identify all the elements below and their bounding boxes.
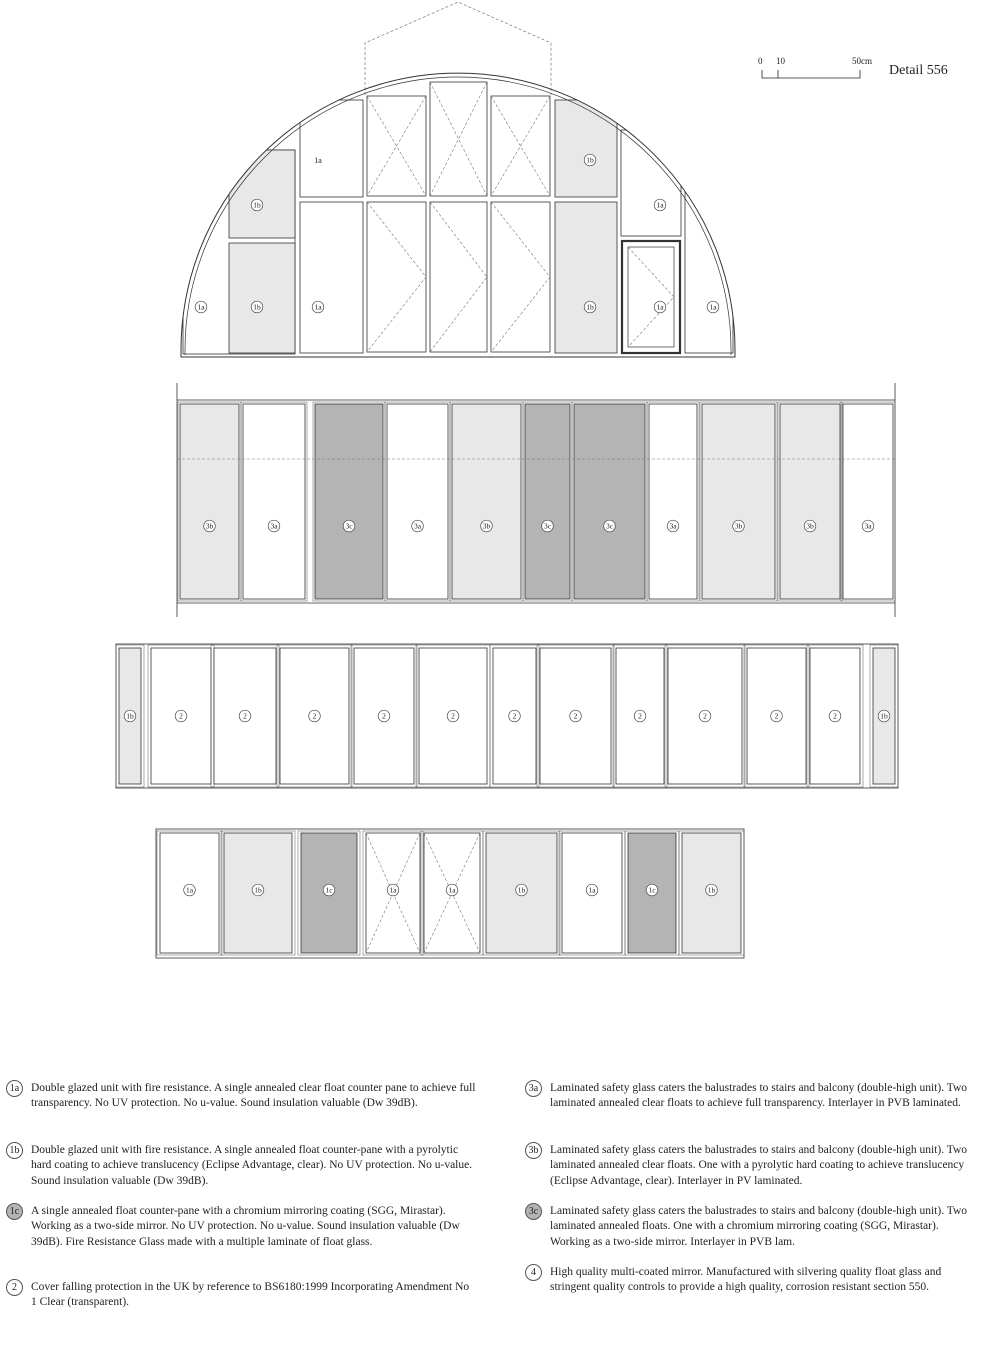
pane-label: 1a bbox=[709, 302, 717, 312]
arch-pane bbox=[229, 243, 295, 353]
pane-label: 2 bbox=[638, 711, 642, 721]
pane-glass bbox=[180, 404, 239, 599]
balustrade-pane bbox=[313, 402, 385, 601]
band-pane bbox=[116, 645, 144, 787]
legend-description: A single annealed float counter-pane with a chromium mirroring coating (SGG, Mirastar). Working as a two-side mirror. No UV protection. No u-value. Sound insulation valuable (Dw 39dB). Fire Resistance Glass made with a multiple laminate of float glass. bbox=[31, 1205, 460, 1248]
pane-label: 2 bbox=[512, 711, 517, 721]
pane-label: 1a bbox=[197, 302, 205, 312]
legend-item-2 bbox=[6, 1280, 476, 1311]
legend-description: Laminated safety glass caters the balustrades to stairs and balcony (double-high unit). Two laminated annealed clear floats. One with a pyrolytic hard coating to achieve translucency (Eclipse Advantage, clear). Interlayer in PV laminated. bbox=[550, 1144, 968, 1187]
pane-glass bbox=[685, 130, 733, 353]
pane-label: 1a bbox=[314, 302, 322, 312]
legend-description: High quality multi-coated mirror. Manufactured with silvering quality float glass and stringent quality controls to provide a high quality, corrosion resistant section 550. bbox=[550, 1266, 942, 1294]
scale-label-0: 0 bbox=[758, 56, 763, 66]
band-pane bbox=[277, 645, 352, 787]
band-pane bbox=[613, 645, 667, 787]
legend-item-3a bbox=[525, 1081, 980, 1112]
lower-pane bbox=[679, 831, 744, 955]
pane-glass bbox=[315, 404, 383, 599]
scale-label-10: 10 bbox=[776, 56, 785, 66]
band-pane bbox=[665, 645, 745, 787]
pane-glass bbox=[300, 100, 363, 197]
legend-item-3b bbox=[525, 1143, 980, 1189]
pane-glass bbox=[525, 404, 570, 599]
pane-label: 3c bbox=[345, 521, 353, 531]
arch-elevation bbox=[181, 2, 735, 357]
lower-pane bbox=[363, 831, 423, 955]
pane-label: 3a bbox=[669, 521, 677, 531]
arch-pane bbox=[555, 202, 617, 353]
pane-glass bbox=[574, 404, 645, 599]
legend-item-4 bbox=[525, 1265, 980, 1296]
lower-elevation bbox=[156, 829, 744, 958]
scale-bar bbox=[758, 56, 872, 78]
legend-code-badge: 3c bbox=[525, 1203, 542, 1220]
pane-label: 3b bbox=[482, 521, 491, 531]
legend-description: Double glazed unit with fire resistance. A single annealed clear float counter pane to achieve full transparency. No UV protection. No u-value. Sound insulation valuable (Dw 39dB). bbox=[31, 1082, 476, 1110]
pane-label: 3a bbox=[413, 521, 422, 531]
pane-glass bbox=[452, 404, 521, 599]
band-elevation bbox=[116, 644, 898, 788]
pane-label: 1b bbox=[707, 885, 716, 895]
detail-title: Detail 556 bbox=[889, 63, 948, 78]
pane-label: 2 bbox=[179, 711, 183, 721]
pane-label: 3a bbox=[864, 521, 872, 531]
pane-label: 1b bbox=[880, 711, 888, 721]
lower-pane bbox=[298, 831, 360, 955]
pane-label: 1a bbox=[656, 302, 664, 312]
lower-pane bbox=[625, 831, 679, 955]
pane-label: 1b bbox=[586, 302, 594, 312]
legend-item-1a bbox=[6, 1081, 476, 1112]
pane-label: 2 bbox=[703, 711, 707, 721]
legend-code-badge: 1a bbox=[6, 1080, 23, 1097]
band-pane bbox=[211, 645, 279, 787]
legend-code-badge: 2 bbox=[6, 1279, 23, 1296]
arch-central-light bbox=[367, 202, 426, 352]
arch-pane bbox=[555, 100, 617, 197]
band-pane bbox=[490, 645, 539, 787]
lower-pane bbox=[421, 831, 483, 955]
pane-label: 1a bbox=[389, 885, 397, 895]
arch-pane bbox=[685, 130, 733, 353]
legend-item-1b bbox=[6, 1143, 476, 1189]
arch-central-light bbox=[430, 202, 487, 352]
band-pane bbox=[744, 645, 809, 787]
legend-code-badge: 3b bbox=[525, 1142, 542, 1159]
pane-label: 1b bbox=[517, 885, 526, 895]
pane-glass bbox=[649, 404, 697, 599]
pane-glass bbox=[387, 404, 448, 599]
pane-label: 3a bbox=[270, 521, 278, 531]
balustrade-pane bbox=[523, 402, 572, 601]
pane-label: 1a bbox=[314, 156, 322, 165]
pane-glass bbox=[229, 150, 295, 238]
legend-description: Double glazed unit with fire resistance. A single annealed float counter-pane with a pyrolytic hard coating to achieve translucency (Eclipse Advantage, clear). No UV protection. No u-value. Sound insulation valuable (Dw 39dB). bbox=[31, 1144, 473, 1187]
pane-label: 1a bbox=[588, 885, 596, 895]
legend-description: Laminated safety glass caters the balustrades to stairs and balcony (double-high unit). Two laminated annealed clear floats to achieve full transparency. Interlayer in PVB laminated. bbox=[550, 1082, 968, 1110]
pane-glass bbox=[843, 404, 893, 599]
balustrade-pane bbox=[700, 402, 777, 601]
pane-label: 1a bbox=[448, 885, 456, 895]
pane-label: 2 bbox=[451, 711, 455, 721]
pane-label: 3c bbox=[543, 521, 552, 531]
arch-pane bbox=[300, 100, 363, 197]
legend-code-badge: 1c bbox=[6, 1203, 23, 1220]
balustrade-pane bbox=[385, 402, 450, 601]
pane-label: 1a bbox=[185, 885, 194, 895]
balustrade-pane bbox=[778, 402, 842, 601]
pane-glass bbox=[555, 100, 617, 197]
legend-code-badge: 1b bbox=[6, 1142, 23, 1159]
pane-label: 1b bbox=[253, 302, 261, 312]
band-pane bbox=[537, 645, 614, 787]
pane-label: 3b bbox=[806, 521, 814, 531]
arch-pane bbox=[229, 150, 295, 238]
lower-pane bbox=[483, 831, 560, 955]
balustrade-pane bbox=[572, 402, 647, 601]
pane-glass bbox=[621, 130, 681, 236]
band-pane bbox=[351, 645, 417, 787]
pane-label: 1c bbox=[325, 885, 333, 895]
pane-label: 2 bbox=[833, 711, 837, 721]
pane-label: 3b bbox=[205, 521, 214, 531]
pane-label: 1b bbox=[126, 711, 134, 721]
band-pane bbox=[870, 645, 898, 787]
pane-label: 2 bbox=[573, 711, 578, 721]
arch-central-light bbox=[430, 82, 487, 196]
legend-description: Cover falling protection in the UK by reference to BS6180:1999 Incorporating Amendment No 1 Clear (transparent). bbox=[31, 1281, 470, 1309]
balustrade-elevation bbox=[177, 383, 895, 617]
pane-label: 1a bbox=[656, 200, 664, 210]
legend-item-1c bbox=[6, 1204, 476, 1250]
balustrade-pane bbox=[241, 402, 307, 601]
balustrade-pane bbox=[450, 402, 523, 601]
legend-item-3c bbox=[525, 1204, 980, 1250]
arch-pane bbox=[621, 130, 681, 236]
balustrade-pane bbox=[647, 402, 699, 601]
lower-pane bbox=[157, 831, 222, 955]
pane-label: 3c bbox=[605, 521, 614, 531]
arch-pane bbox=[300, 202, 363, 353]
pane-glass bbox=[780, 404, 840, 599]
pane-glass bbox=[702, 404, 775, 599]
arch-central-light bbox=[491, 202, 550, 352]
pane-label: 1b bbox=[254, 885, 262, 895]
pane-label: 3b bbox=[734, 521, 743, 531]
band-pane bbox=[416, 645, 490, 787]
arch-door-leaf bbox=[628, 247, 674, 347]
pane-label: 2 bbox=[382, 711, 386, 721]
pane-label: 2 bbox=[243, 711, 247, 721]
pane-label: 2 bbox=[312, 711, 317, 721]
pane-label: 1b bbox=[586, 155, 594, 165]
lower-pane bbox=[559, 831, 625, 955]
pane-label: 1b bbox=[253, 200, 261, 210]
pane-label: 1c bbox=[648, 885, 656, 895]
balustrade-pane bbox=[178, 402, 241, 601]
scale-label-50: 50cm bbox=[852, 56, 872, 66]
band-pane bbox=[807, 645, 863, 787]
legend-code-badge: 4 bbox=[525, 1264, 542, 1281]
legend-code-badge: 3a bbox=[525, 1080, 542, 1097]
pane-glass bbox=[555, 202, 617, 353]
pane-glass bbox=[243, 404, 305, 599]
lower-pane bbox=[221, 831, 295, 955]
pane-glass bbox=[229, 243, 295, 353]
pane-glass bbox=[300, 202, 363, 353]
legend-description: Laminated safety glass caters the balustrades to stairs and balcony (double-high unit). Two laminated annealed floats. One with a chromium mirroring coating (SGG, Mirastar). Working as a two-side mirror. Interlayer in PVB lam. bbox=[550, 1205, 968, 1248]
band-pane bbox=[148, 645, 214, 787]
pane-label: 2 bbox=[774, 711, 779, 721]
balustrade-pane bbox=[841, 402, 895, 601]
